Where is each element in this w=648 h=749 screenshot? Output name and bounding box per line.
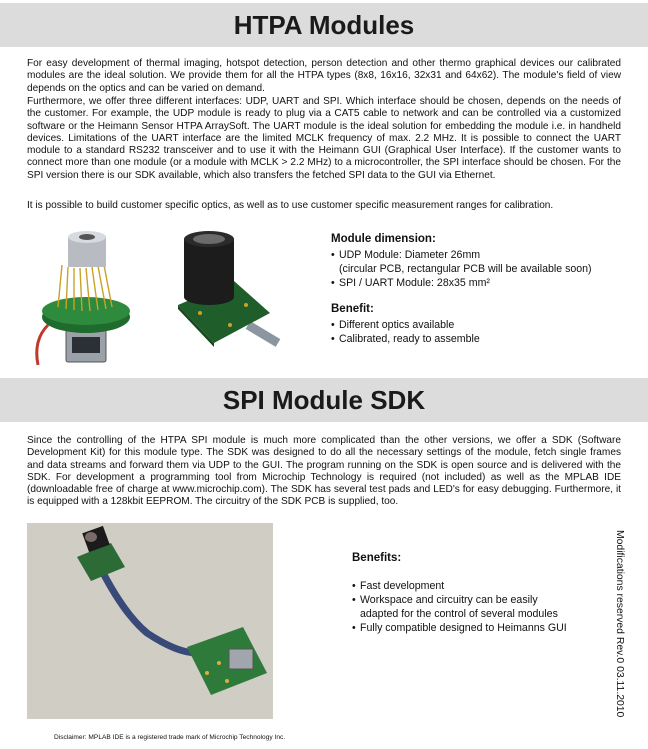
section-title: HTPA Modules [233,10,415,40]
disclaimer: Disclaimer: MPLAB IDE is a registered trade mark of Microchip Technology Inc. [54,734,286,741]
module-dimension-heading: Module dimension: [331,233,436,245]
sdk-benefits-heading: Benefits: [352,552,402,564]
intro-paragraph: For easy development of thermal imaging, hotspot detection, person detection and other thermo graphical devices our calibrated modules are the ideal solution. We provide them for all the HTPA types (8x8, 16x16, 32x31 and 64x62). The module's field of view depends on the optics and can be varied on demand. [27,58,621,94]
section-header-htpa [0,3,648,47]
benefit-heading: Benefit: [331,303,374,315]
spi-module-photo [170,225,282,353]
section-header-sdk [0,378,648,422]
sdk-paragraph: Since the controlling of the HTPA SPI module is much more complicated than the other versions, we offer a SDK (Software Development Kit) for this module type. The SDK was designed to do all the necessary settings of the module, fetch single frames and data streams and forward them via UDP to the GUI. The program running on the SDK is open source and is delivered with the SDK. For development a programming tool from Microchip Technology is required (not included) as well as the MPLAB IDE (downloadable free of charge at www.microchip.com). The SDK has several test pads and LED's for easy debugging. Furthermore, it is equipped with a 128kbit EEPROM. The circuitry of the SDK PCB is supplied, too. [27,435,621,508]
dimension-item: • SPI / UART Module: 28x35 mm² [331,276,592,290]
benefit-item: • Different optics available [331,318,480,332]
udp-module-photo [28,225,140,380]
sdk-photo [27,523,273,719]
revision-note [613,530,627,720]
sdk-benefit-item: • Workspace and circuitry can be easily [352,593,567,607]
interfaces-paragraph: Furthermore, we offer three different interfaces: UDP, UART and SPI. Which interface should be chosen, depends on the needs of the customer. For example, the UDP module is ready to plug via a CAT5 cable to network and can be controlled via a customized software or the Heimann Sensor HTPA ArraySoft. The UART module is the ideal solution for embedding the module i.e. in handheld devices. Limitations of the UART interface are the limited MCLK frequency of max. 2.2 MHz. It is possible to connect the UART module to a standard RS232 transceiver and to use it with the Heimann GUI (Graphical User Interface). If the customer wants to connect more than one module (or a module with MCLK > 2.2 MHz) to a microcontroller, the SPI interface should be chosen. For the SPI version there is our SDK available, which also transfers the fetched SPI data to the GUI via Ethernet. [27,96,621,181]
optics-paragraph: It is possible to build customer specific optics, as well as to use customer specific measurement ranges for calibration. [27,200,554,211]
benefit-block [331,302,480,346]
sdk-benefit-item: • Fully compatible designed to Heimanns GUI [352,621,567,635]
benefit-item: • Calibrated, ready to assemble [331,332,480,346]
sdk-benefit-continuation: adapted for the control of several modules [360,608,558,620]
dimension-item: • UDP Module: Diameter 26mm [331,248,592,262]
revision-note-text: Modifications reserved Rev.0 03.11.2010 [614,530,625,718]
dimension-note: (circular PCB, rectangular PCB will be available soon) [339,263,592,275]
section-title: SPI Module SDK [222,385,426,415]
sdk-benefit-item: • Fast development [352,579,567,593]
sdk-benefits-block [352,551,567,635]
module-dimension-block [331,232,592,290]
